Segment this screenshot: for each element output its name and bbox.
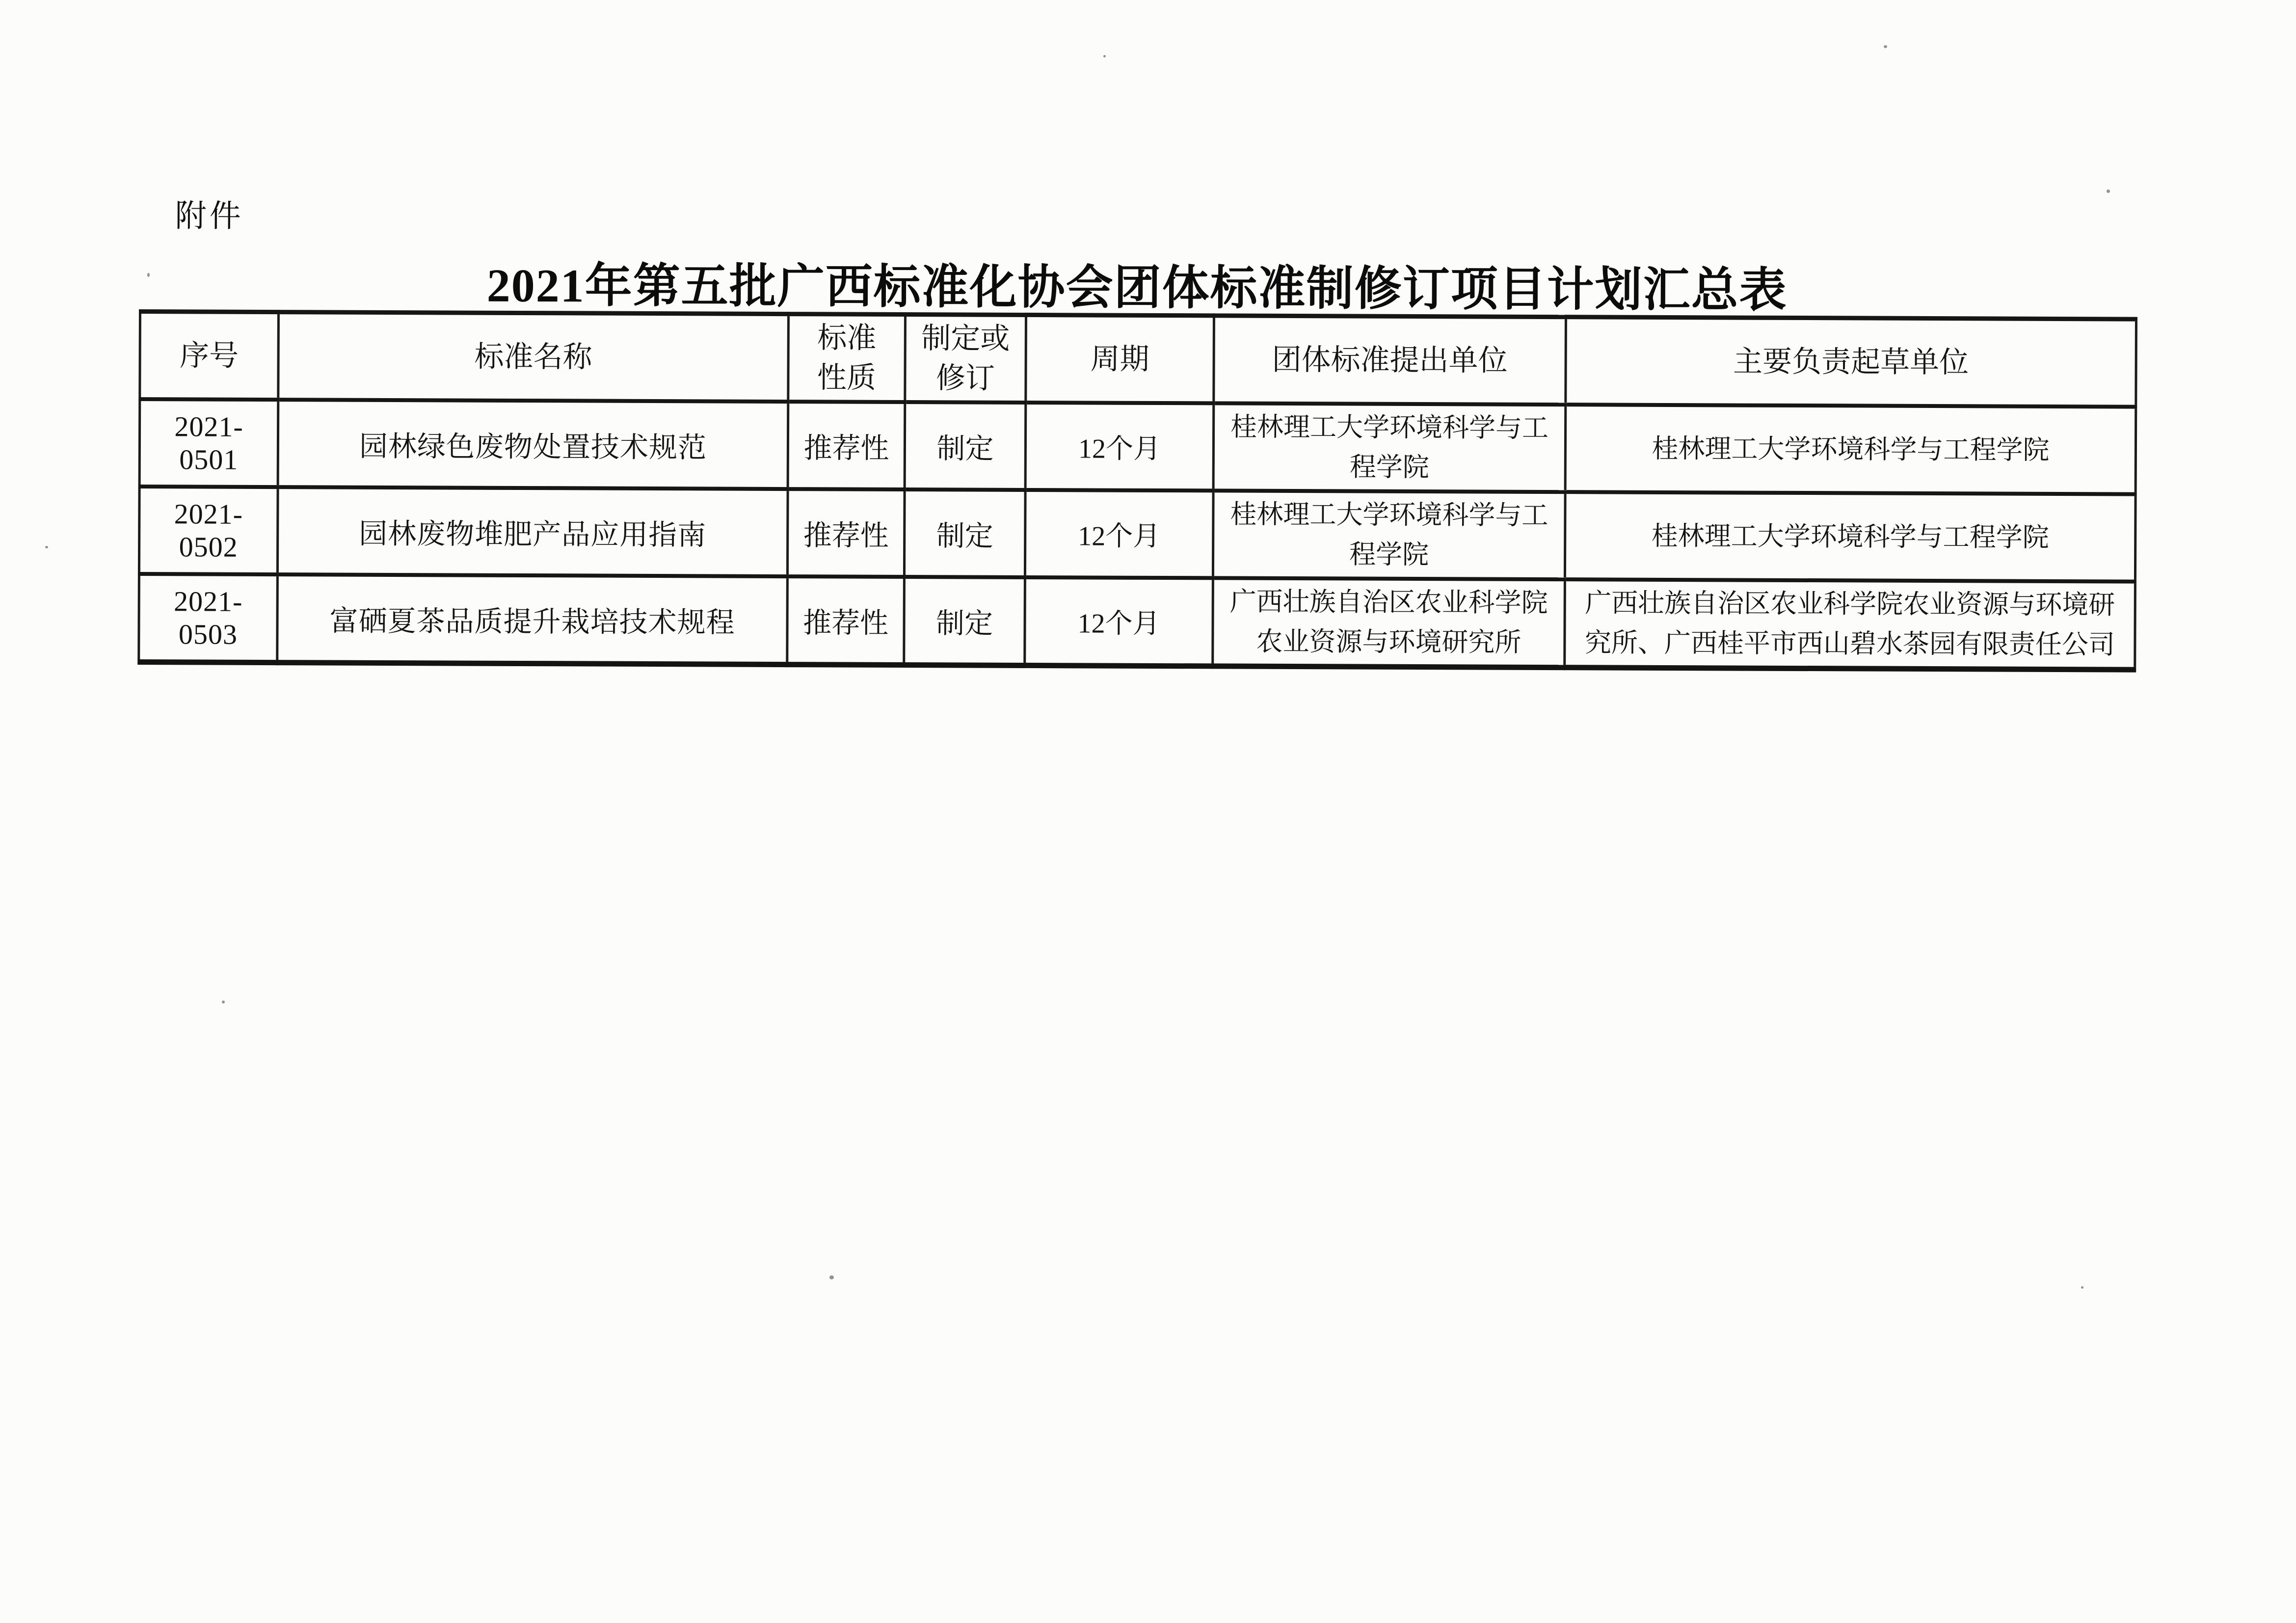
cell-action: 制定: [904, 489, 1025, 577]
scan-artifact: [1103, 55, 1106, 57]
scan-artifact: [829, 1275, 834, 1279]
scan-artifact: [45, 546, 48, 548]
cell-drafter: 桂林理工大学环境科学与工程学院: [1565, 492, 2136, 581]
attachment-label: 附件: [175, 198, 244, 234]
cell-period: 12个月: [1025, 403, 1214, 490]
cell-proposer: 桂林理工大学环境科学与工程学院: [1213, 490, 1565, 579]
col-header-nature: 标准 性质: [788, 314, 906, 402]
cell-drafter: 桂林理工大学环境科学与工程学院: [1565, 405, 2136, 494]
cell-action: 制定: [904, 577, 1025, 665]
col-header-drafter: 主要负责起草单位: [1566, 317, 2136, 407]
projects-table: [137, 309, 2137, 673]
cell-drafter: 广西壮族自治区农业科学院农业资源与环境研究所、广西桂平市西山碧水茶园有限责任公司: [1565, 579, 2136, 670]
col-header-action: 制定或 修订: [905, 314, 1026, 402]
cell-seq: 2021-0503: [139, 574, 278, 663]
cell-name: 园林废物堆肥产品应用指南: [277, 487, 788, 576]
scan-artifact: [2081, 1286, 2083, 1289]
scan-artifact: [2107, 189, 2110, 193]
cell-name: 富硒夏茶品质提升栽培技术规程: [277, 574, 788, 664]
table-row: [139, 487, 2136, 582]
cell-period: 12个月: [1025, 490, 1213, 578]
scan-artifact: [222, 1001, 225, 1003]
cell-period: 12个月: [1025, 577, 1213, 666]
table-row: [139, 399, 2136, 494]
col-header-proposer: 团体标准提出单位: [1214, 316, 1566, 405]
cell-seq: 2021-0502: [139, 487, 278, 574]
cell-seq: 2021-0501: [139, 399, 278, 487]
cell-nature: 推荐性: [787, 576, 905, 665]
cell-proposer: 广西壮族自治区农业科学院农业资源与环境研究所: [1213, 578, 1565, 667]
col-header-period: 周期: [1026, 315, 1214, 403]
cell-proposer: 桂林理工大学环境科学与工程学院: [1213, 403, 1566, 492]
col-header-seq: 序号: [140, 312, 279, 400]
cell-action: 制定: [905, 402, 1026, 490]
page-title: 2021年第五批广西标准化协会团体标准制修订项目计划汇总表: [486, 259, 1788, 317]
cell-nature: 推荐性: [788, 402, 905, 489]
cell-nature: 推荐性: [787, 489, 905, 577]
table-row: [139, 574, 2136, 670]
table-header-row: [140, 312, 2136, 407]
scan-artifact: [1884, 45, 1887, 48]
col-header-name: 标准名称: [278, 312, 789, 402]
scan-artifact: [147, 273, 150, 277]
cell-name: 园林绿色废物处置技术规范: [278, 400, 788, 489]
